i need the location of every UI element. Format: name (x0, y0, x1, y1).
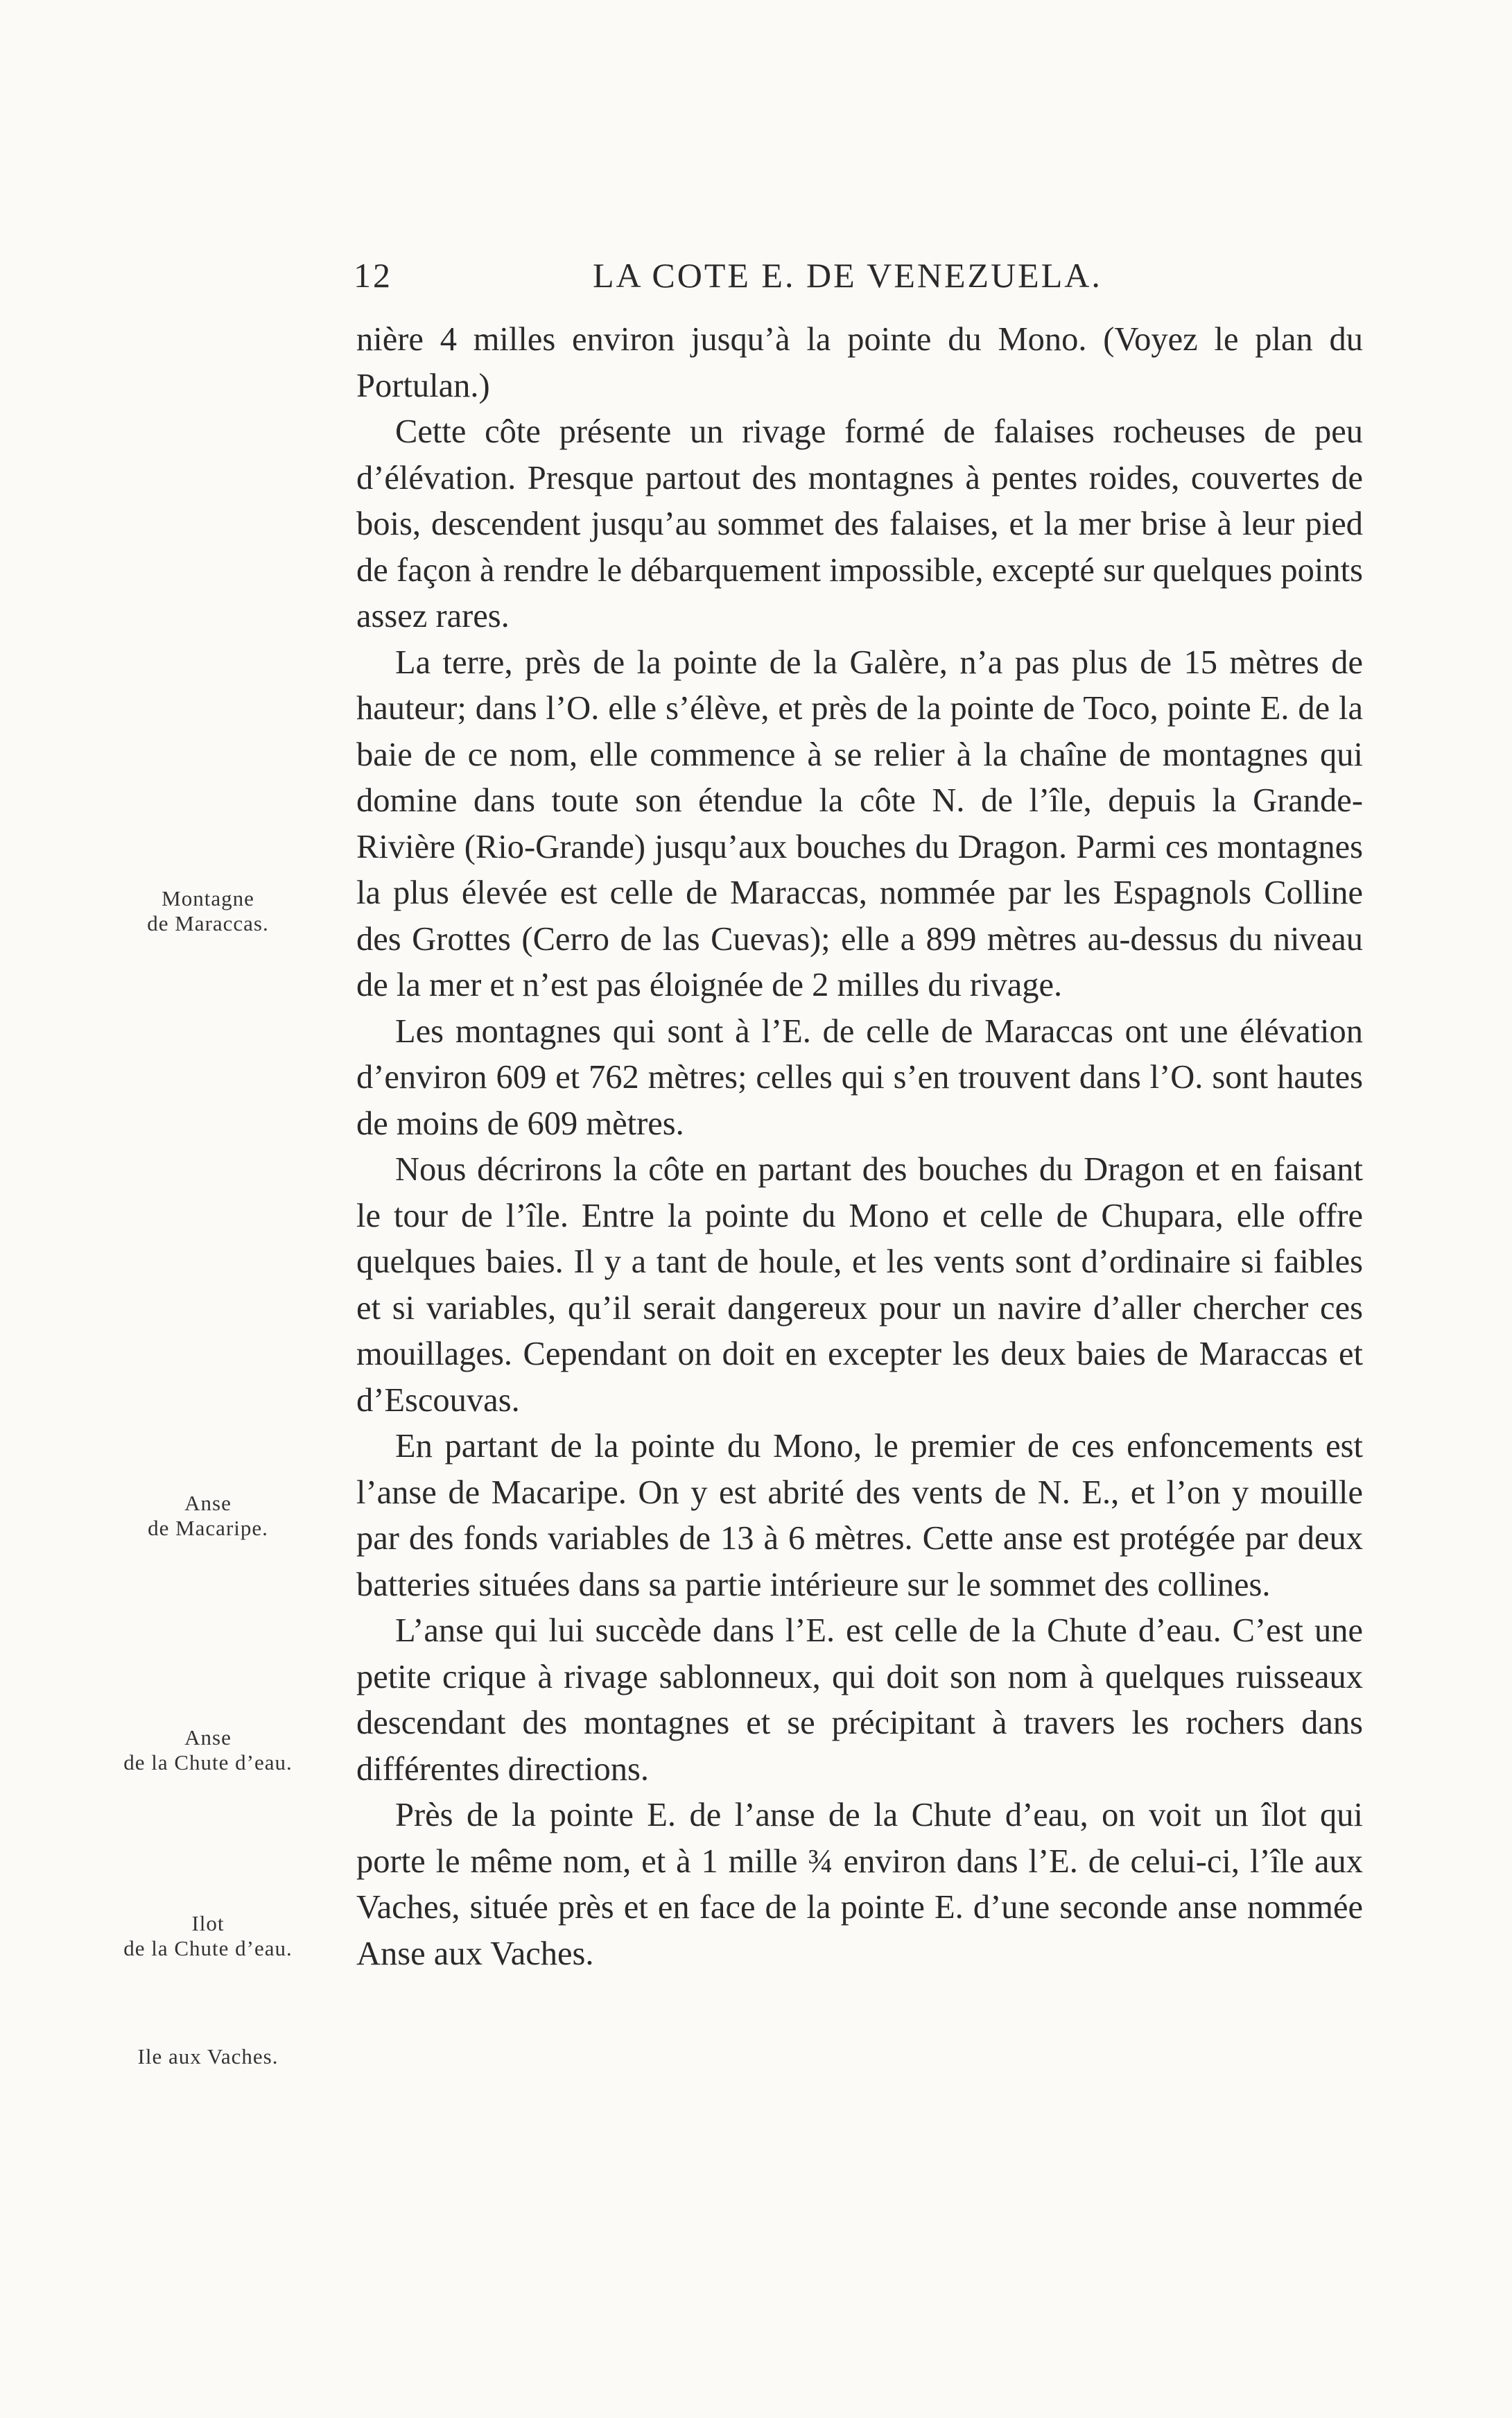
margin-note-ile-aux-vaches (104, 2044, 312, 2069)
paragraph: Nous décrirons la côte en partant des bouches du Dragon et en faisant le tour de l’île. Entre la pointe du Mono et celle de Chupara, elle offre quelques baies. Il y a tant de houle, et les vents sont d’ordinaire si faibles et si variables, qu’il serait dangereux pour un navire d’aller chercher ces mouillages. Cependant on doit en excepter les deux baies de Maraccas et d’Escouvas. (356, 1151, 1363, 1419)
paragraph: Les montagnes qui sont à l’E. de celle de Maraccas ont une élévation d’environ 609 et 762 mètres; celles qui s’en trouvent dans l’O. sont hautes de moins de 609 mètres. (356, 1012, 1363, 1142)
margin-note-line: de Maraccas. (147, 911, 269, 935)
paragraph: La terre, près de la pointe de la Galère, n’a pas plus de 15 mètres de hauteur; dans l’O. elle s’élève, et près de la pointe de Toco, pointe E. de la baie de ce nom, elle commence à se relier à la chaîne de montagnes qui domine dans toute son étendue la côte N. de l’île, depuis la Grande-Rivière (Rio-Grande) jusqu’aux bouches du Dragon. Parmi ces montagnes la plus élevée est celle de Maraccas, nommée par les Espagnols Colline des Grottes (Cerro de las Cuevas); elle a 899 mètres au-dessus du niveau de la mer et n’est pas éloignée de 2 milles du rivage. (356, 644, 1363, 1003)
margin-note-line: de la Chute d’eau. (123, 1936, 293, 1960)
paragraph: nière 4 milles environ jusqu’à la pointe du Mono. (Voyez le plan du Portulan.) (356, 321, 1363, 404)
margin-note-maraccas (104, 886, 312, 936)
margin-note-macaripe (104, 1491, 312, 1541)
margin-note-line: Ile aux Vaches. (137, 2044, 279, 2069)
margin-note-line: Anse (184, 1725, 232, 1750)
paragraph: Près de la pointe E. de l’anse de la Chute d’eau, on voit un îlot qui porte le même nom, et à 1 mille ¾ environ dans l’E. de celui-ci, l’île aux Vaches, située près et en face de la pointe E. d’une seconde anse nommée Anse aux Vaches. (356, 1797, 1363, 1972)
running-title: LA COTE E. DE VENEZUELA. (593, 256, 1102, 295)
margin-note-ilot (104, 1911, 312, 1961)
paragraph: L’anse qui lui succède dans l’E. est celle de la Chute d’eau. C’est une petite crique à rivage sablonneux, qui doit son nom à quelques ruisseaux descendant des montagnes et se précipitant à travers les rochers dans différentes directions. (356, 1612, 1363, 1788)
paragraph: Cette côte présente un rivage formé de falaises rocheuses de peu d’élévation. Presque partout des montagnes à pentes roides, couvertes de bois, descendent jusqu’au sommet des falaises, et la mer brise à leur pied de façon à rendre le débarquement impossible, excepté sur quelques points assez rares. (356, 413, 1363, 634)
margin-note-line: de Macaripe. (148, 1516, 268, 1540)
margin-note-line: Montagne (162, 886, 254, 910)
margin-note-line: de la Chute d’eau. (123, 1750, 293, 1774)
paragraph: En partant de la pointe du Mono, le premier de ces enfoncements est l’anse de Macaripe. On y est abrité des vents de N. E., et l’on y mouille par des fonds variables de 13 à 6 mètres. Cette anse est protégée par deux batteries situées dans sa partie intérieure sur le sommet des collines. (356, 1428, 1363, 1603)
margin-note-chute-deau (104, 1725, 312, 1775)
margin-note-line: Ilot (191, 1911, 225, 1935)
body-text (356, 317, 1363, 1977)
running-header (354, 255, 1362, 297)
page-number: 12 (354, 256, 392, 295)
margin-note-line: Anse (184, 1491, 232, 1515)
